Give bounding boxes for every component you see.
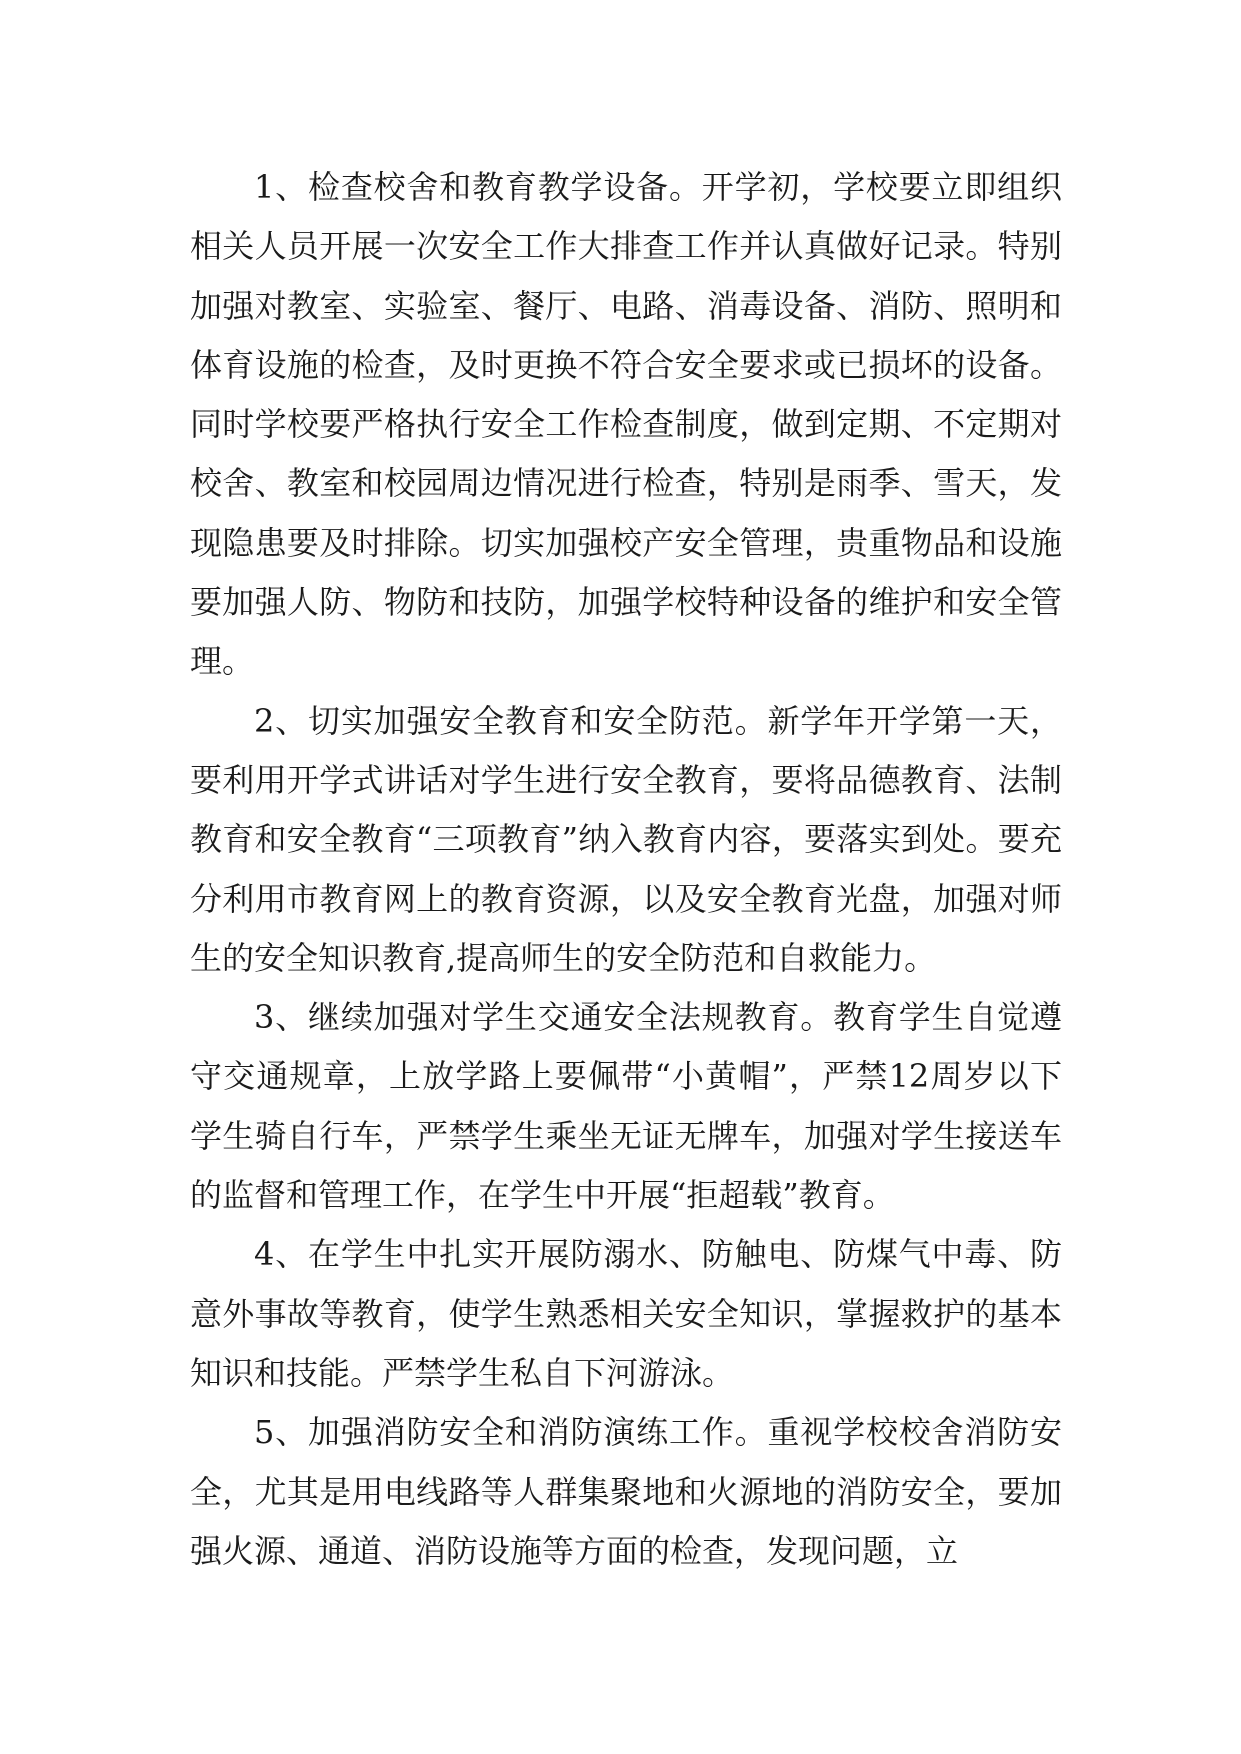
paragraph-4: 4、在学生中扎实开展防溺水、防触电、防煤气中毒、防意外事故等教育，使学生熟悉相关安全知识，掌握救护的基本知识和技能。严禁学生私自下河游泳。 [190, 1235, 1062, 1392]
paragraph-3: 3、继续加强对学生交通安全法规教育。教育学生自觉遵守交通规章，上放学路上要佩带“小黄帽”，严禁12周岁以下学生骑自行车，严禁学生乘坐无证无牌车，加强对学生接送车的监督和管理工作，在学生中开展“拒超载”教育。 [190, 998, 1062, 1215]
paragraph-2: 2、切实加强安全教育和安全防范。新学年开学第一天，要利用开学式讲话对学生进行安全教育，要将品德教育、法制教育和安全教育“三项教育”纳入教育内容，要落实到处。要充分利用市教育网上的教育资源，以及安全教育光盘，加强对师生的安全知识教育,提高师生的安全防范和自救能力。 [190, 701, 1062, 977]
paragraph-5: 5、加强消防安全和消防演练工作。重视学校校舍消防安全，尤其是用电线路等人群集聚地和火源地的消防安全，要加强火源、通道、消防设施等方面的检查，发现问题，立 [190, 1413, 1062, 1570]
paragraph-1: 1、检查校舍和教育教学设备。开学初，学校要立即组织相关人员开展一次安全工作大排查工作并认真做好记录。特别加强对教室、实验室、餐厅、电路、消毒设备、消防、照明和体育设施的检查，及时更换不符合安全要求或已损坏的设备。同时学校要严格执行安全工作检查制度，做到定期、不定期对校舍、教室和校园周边情况进行检查，特别是雨季、雪天，发现隐患要及时排除。切实加强校产安全管理，贵重物品和设施要加强人防、物防和技防，加强学校特种设备的维护和安全管理。 [190, 168, 1062, 681]
document-body [190, 158, 1062, 1581]
